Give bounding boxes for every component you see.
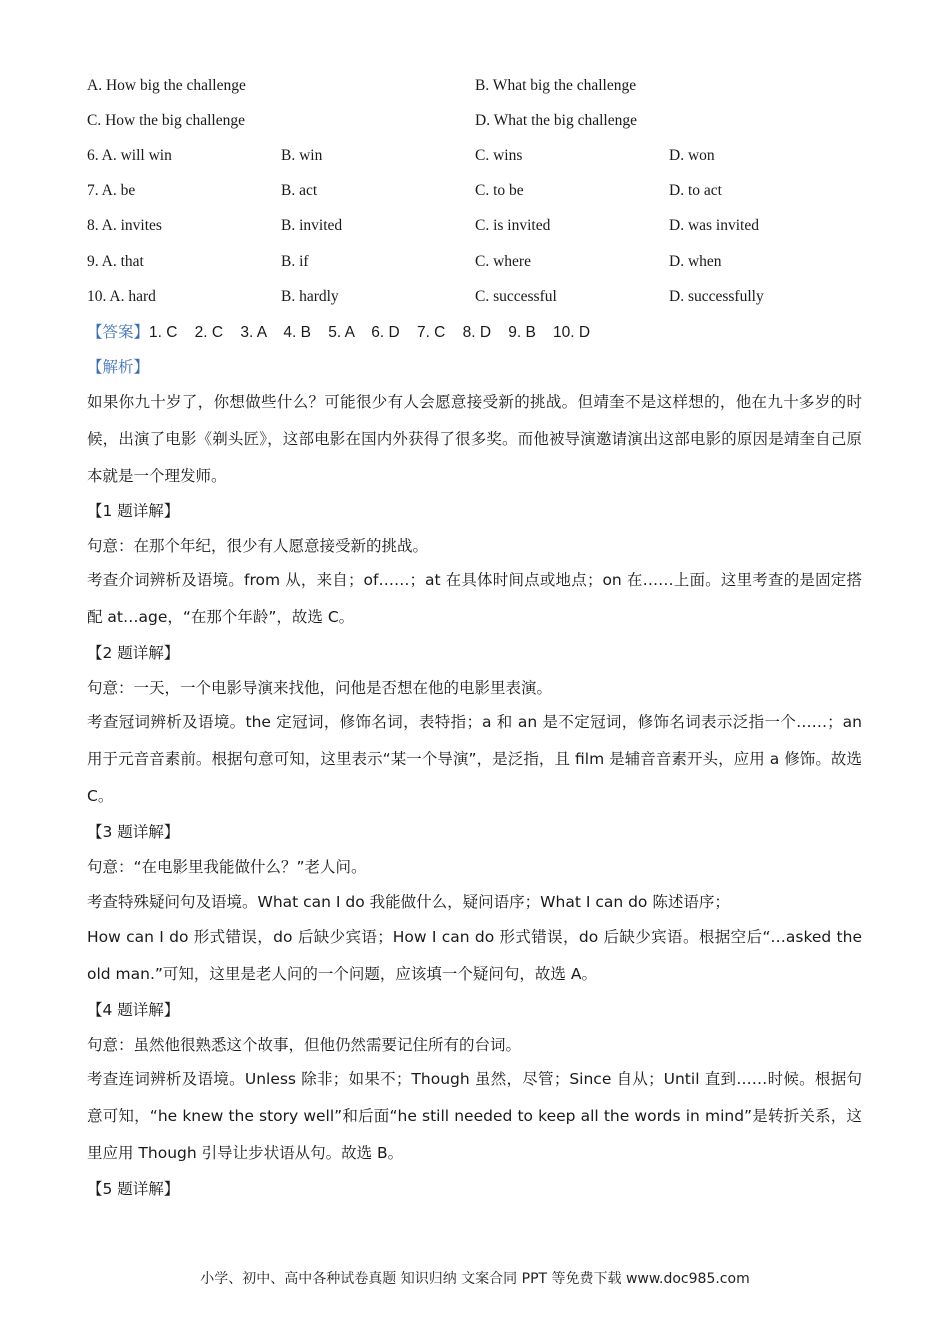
q1-meaning: 句意：在那个年纪，很少有人愿意接受新的挑战。 xyxy=(87,537,429,555)
q2-heading: 【2 题详解】 xyxy=(87,644,180,662)
option-d: D. successfully xyxy=(669,288,764,305)
q4-meaning: 句意：虽然他很熟悉这个故事，但他仍然需要记住所有的台词。 xyxy=(87,1036,522,1054)
option-b: B. win xyxy=(281,147,323,164)
option-d: D. when xyxy=(669,253,722,270)
option-d: D. to act xyxy=(669,182,722,199)
option-b: B. hardly xyxy=(281,288,339,305)
option-row xyxy=(87,285,867,309)
option-d: D. won xyxy=(669,147,715,164)
option-row xyxy=(87,144,867,168)
option-d: D. was invited xyxy=(669,217,759,234)
option-b: B. What big the challenge xyxy=(475,77,637,94)
option-c: C. where xyxy=(475,253,531,270)
page-footer: 小学、初中、高中各种试卷真题 知识归纳 文案合同 PPT 等免费下载 www.doc985.com xyxy=(200,1271,750,1287)
q2-explanation: 考查冠词辨析及语境。the 定冠词，修饰名词，表特指；a 和 an 是不定冠词，修饰名词表示泛指一个……；an 用于元音音素前。根据句意可知，这里表示“某一个导演”，是泛指，且 film 是辅音音素开头，应用 a 修饰。故选 C。 xyxy=(87,713,862,805)
q1-heading: 【1 题详解】 xyxy=(87,502,180,520)
q1-explanation: 考查介词辨析及语境。from 从，来自；of……；at 在具体时间点或地点；on 在……上面。这里考查的是固定搭配 at…age，“在那个年龄”，故选 C。 xyxy=(87,571,862,626)
q4-explanation: 考查连词辨析及语境。Unless 除非；如果不；Though 虽然，尽管；Since 自从；Until 直到……时候。根据句意可知，“he knew the story well”和后面“he still needed to keep all the words in mind”是转折关系，这里应用 Though 引导让步状语从句。故选 B。 xyxy=(87,1070,862,1162)
q3-explanation-line1: 考查特殊疑问句及语境。What can I do 我能做什么，疑问语序；What I can do 陈述语序； xyxy=(87,893,730,911)
answer-line xyxy=(87,320,590,345)
q3-explanation-line2: How can I do 形式错误，do 后缺少宾语；How I can do 形式错误，do 后缺少宾语。根据空后“…asked the old man.”可知，这里是老人问的一个问题，应该填一个疑问句，故选 A。 xyxy=(87,928,862,983)
analysis-label: 【解析】 xyxy=(87,358,150,376)
answer-text: 1. C 2. C 3. A 4. B 5. A 6. D 7. C 8. D 9. B 10. D xyxy=(149,324,591,341)
option-c: C. to be xyxy=(475,182,524,199)
option-row xyxy=(87,214,867,238)
option-row xyxy=(87,109,867,133)
option-a: 6. A. will win xyxy=(87,147,172,164)
option-d: D. What the big challenge xyxy=(475,112,637,129)
q4-heading: 【4 题详解】 xyxy=(87,1001,180,1019)
option-c: C. is invited xyxy=(475,217,551,234)
q3-heading: 【3 题详解】 xyxy=(87,823,180,841)
option-a: 9. A. that xyxy=(87,253,144,270)
option-b: B. invited xyxy=(281,217,343,234)
option-row xyxy=(87,250,867,274)
q5-heading: 【5 题详解】 xyxy=(87,1180,180,1198)
option-a: A. How big the challenge xyxy=(87,77,246,94)
option-c: C. successful xyxy=(475,288,557,305)
q3-meaning: 句意：“在电影里我能做什么？”老人问。 xyxy=(87,858,367,876)
option-b: B. if xyxy=(281,253,309,270)
answer-label: 【答案】 xyxy=(87,323,150,341)
option-a: 7. A. be xyxy=(87,182,136,199)
option-a: 8. A. invites xyxy=(87,217,162,234)
option-c: C. wins xyxy=(475,147,523,164)
option-row xyxy=(87,179,867,203)
analysis-summary: 如果你九十岁了，你想做些什么？可能很少有人会愿意接受新的挑战。但靖奎不是这样想的，他在九十多岁的时候，出演了电影《剃头匠》，这部电影在国内外获得了很多奖。而他被导演邀请演出这部电影的原因是靖奎自己原本就是一个理发师。 xyxy=(87,393,862,485)
option-a: 10. A. hard xyxy=(87,288,156,305)
option-row xyxy=(87,74,867,98)
option-c: C. How the big challenge xyxy=(87,112,245,129)
option-b: B. act xyxy=(281,182,318,199)
q2-meaning: 句意：一天，一个电影导演来找他，问他是否想在他的电影里表演。 xyxy=(87,679,553,697)
